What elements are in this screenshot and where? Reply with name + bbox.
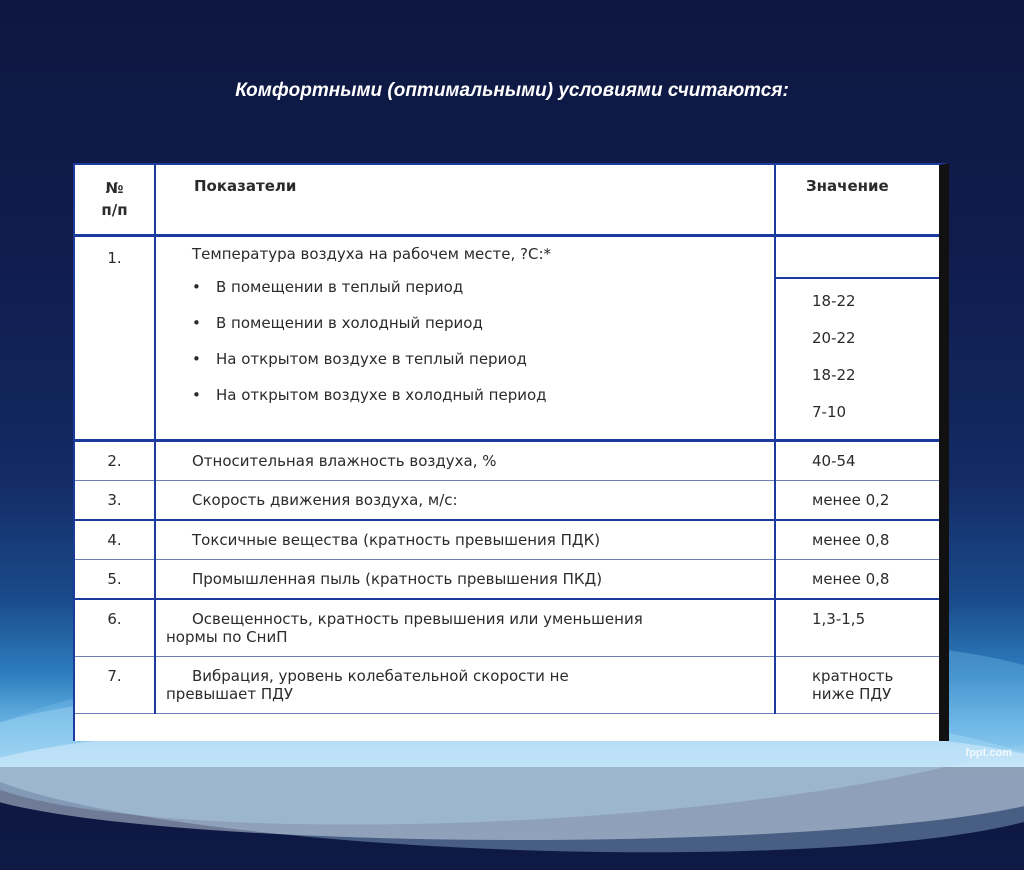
row-parameter: Скорость движения воздуха, м/с: bbox=[155, 480, 775, 520]
header-value: Значение bbox=[775, 165, 939, 235]
row-parameter-line: Вибрация, уровень колебательной скорости не bbox=[192, 666, 569, 685]
row-value: менее 0,8 bbox=[775, 520, 939, 560]
row-parameter-line: превышает ПДУ bbox=[166, 684, 294, 703]
row-parameter bbox=[155, 599, 775, 657]
row-value: 40-54 bbox=[775, 440, 939, 480]
row-value-line: кратность bbox=[812, 666, 894, 685]
list-item: • В помещении в теплый период bbox=[192, 277, 774, 313]
row-value bbox=[775, 235, 939, 440]
row-value bbox=[775, 656, 939, 713]
row-parameter bbox=[155, 235, 775, 440]
list-item: • На открытом воздухе в теплый период bbox=[192, 349, 774, 385]
row-value: менее 0,8 bbox=[775, 559, 939, 599]
list-item: 20-22 bbox=[812, 328, 856, 347]
row-number: 5. bbox=[75, 559, 155, 599]
row-parameter: Относительная влажность воздуха, % bbox=[155, 440, 775, 480]
row-parameter-line: нормы по СниП bbox=[166, 627, 288, 646]
row-value-line: ниже ПДУ bbox=[812, 684, 892, 703]
list-item: 18-22 bbox=[812, 291, 856, 310]
table-row bbox=[75, 440, 939, 480]
list-item: • В помещении в холодный период bbox=[192, 313, 774, 349]
table-row bbox=[75, 559, 939, 599]
row-number: 4. bbox=[75, 520, 155, 560]
value-blank-cell bbox=[776, 237, 939, 279]
header-parameters: Показатели bbox=[155, 165, 775, 235]
sub-parameter-list bbox=[192, 277, 774, 421]
row-number: 6. bbox=[75, 599, 155, 657]
list-item: 18-22 bbox=[812, 365, 856, 384]
header-number: № п/п bbox=[75, 165, 155, 235]
list-item: 7-10 bbox=[812, 402, 847, 421]
row-parameter-title: Температура воздуха на рабочем месте, ?С:* bbox=[192, 244, 551, 263]
conditions-table-panel bbox=[73, 163, 949, 741]
row-parameter: Токсичные вещества (кратность превышения ПДК) bbox=[155, 520, 775, 560]
slide-title: Комфортными (оптимальными) условиями считаются: bbox=[235, 80, 789, 101]
row-value: 1,3-1,5 bbox=[775, 599, 939, 657]
table-row bbox=[75, 480, 939, 520]
sub-value-list bbox=[776, 279, 939, 439]
conditions-table bbox=[75, 165, 939, 714]
row-value: менее 0,2 bbox=[775, 480, 939, 520]
row-number: 1. bbox=[75, 235, 155, 440]
row-parameter bbox=[155, 656, 775, 713]
table-header-row bbox=[75, 165, 939, 235]
row-number: 7. bbox=[75, 656, 155, 713]
row-parameter-line: Освещенность, кратность превышения или уменьшения bbox=[192, 609, 643, 628]
table-row bbox=[75, 520, 939, 560]
watermark-logo: fppt.com bbox=[965, 747, 1012, 759]
list-item: • На открытом воздухе в холодный период bbox=[192, 385, 774, 421]
table-row bbox=[75, 235, 939, 440]
row-parameter: Промышленная пыль (кратность превышения ПКД) bbox=[155, 559, 775, 599]
table-row bbox=[75, 656, 939, 713]
row-number: 2. bbox=[75, 440, 155, 480]
table-row bbox=[75, 599, 939, 657]
row-number: 3. bbox=[75, 480, 155, 520]
